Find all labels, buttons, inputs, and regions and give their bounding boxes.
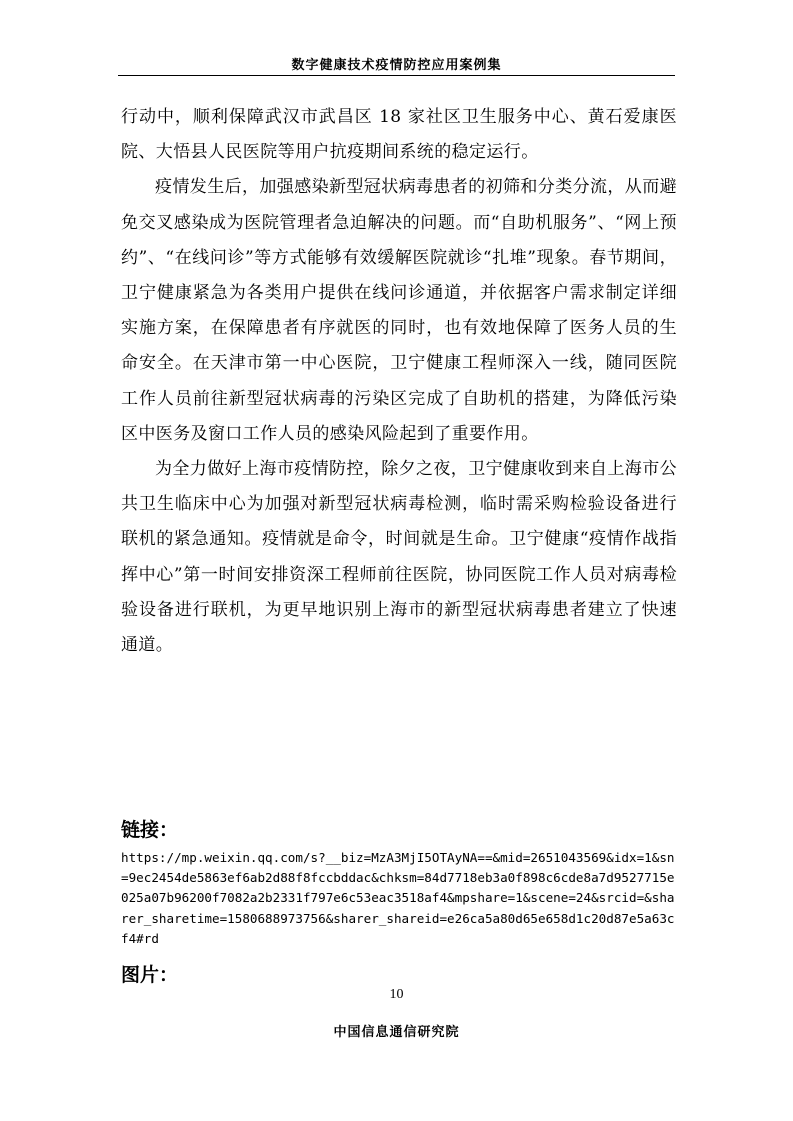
paragraph-shanghai: 为全力做好上海市疫情防控，除夕之夜，卫宁健康收到来自上海市公共卫生临床中心为加强对新型冠状病毒检测，临时需采购检验设备进行联机的紧急通知。疫情就是命令，时间就是生命。卫宁健康“疫情作战指挥中心”第一时间安排资深工程师前往医院，协同医院工作人员对病毒检验设备进行联机，为更早地识别上海市的新型冠状病毒患者建立了快速通道。 — [121, 459, 677, 656]
page-number: 10 — [389, 987, 404, 1002]
pictures-heading: 图片： — [121, 964, 179, 986]
paragraph-triage: 疫情发生后，加强感染新型冠状病毒患者的初筛和分类分流，从而避免交叉感染成为医院管理者急迫解决的问题。而“自助机服务”、“网上预约”、“在线问诊”等方式能够有效缓解医院就诊“扎堆”现象。春节期间，卫宁健康紧急为各类用户提供在线问诊通道，并依据客户需求制定详细实施方案，在保障患者有序就医的同时，也有效地保障了医务人员的生命安全。在天津市第一中心医院，卫宁健康工程师深入一线，随同医院工作人员前往新型冠状病毒的污染区完成了自助机的搭建，为降低污染区中医务及窗口工作人员的感染风险起到了重要作用。 — [121, 177, 677, 444]
link-heading: 链接： — [121, 819, 179, 841]
source-link[interactable]: https://mp.weixin.qq.com/s?__biz=MzA3MjI5OTAyNA==&mid=2651043569&idx=1&sn=9ec2454de5863ef6ab2d88f8fccbddac&chksm=84d7718eb3a0f898c6cde8a7d9527715e025a07b96200f7082a2b2331f797e6c53eac3518af4&mpshare=1&scene=24&srcid=&sharer_sharetime=1580688973756&sharer_shareid=e26ca5a80d65e658d1c20d87e5a63cf4#rd — [121, 850, 675, 946]
body-text — [121, 100, 677, 663]
header-rule — [118, 75, 675, 76]
running-header-title: 数字健康技术疫情防控应用案例集 — [291, 58, 502, 73]
footer-organization: 中国信息通信研究院 — [333, 1025, 460, 1040]
paragraph-continued: 行动中，顺利保障武汉市武昌区 18 家社区卫生服务中心、黄石爱康医院、大悟县人民医院等用户抗疫期间系统的稳定运行。 — [121, 107, 677, 163]
